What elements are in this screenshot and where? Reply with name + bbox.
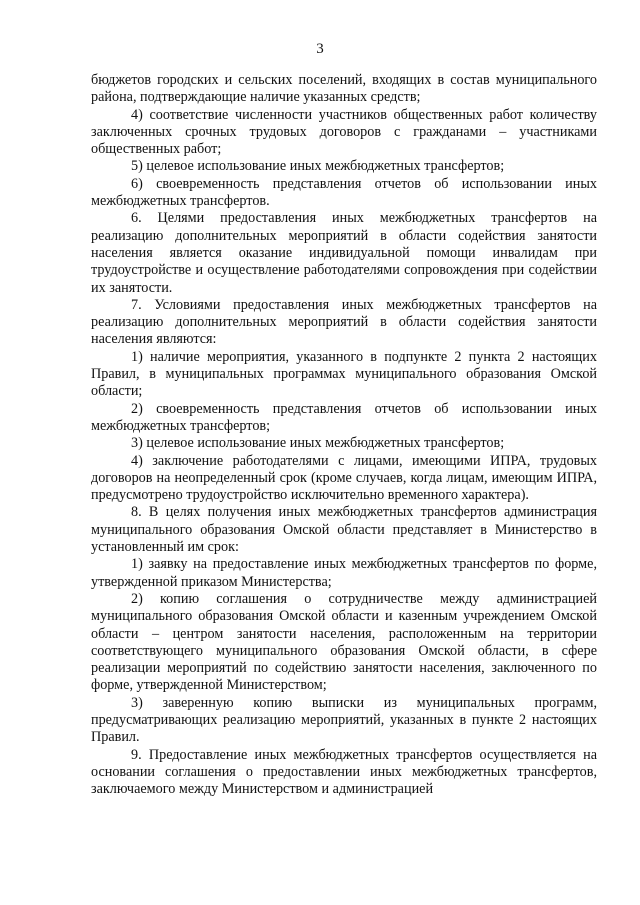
- paragraph: 4) соответствие численности участников общественных работ количеству заключенных срочных трудовых договоров с гражданами – участниками общественных работ;: [91, 106, 597, 158]
- paragraph: 3) целевое использование иных межбюджетных трансфертов;: [131, 435, 505, 452]
- paragraph: 8. В целях получения иных межбюджетных трансфертов администрация муниципального образования Омской области представляет в Министерство в установленный им срок:: [91, 504, 597, 556]
- paragraph: 5) целевое использование иных межбюджетных трансфертов;: [131, 158, 505, 175]
- document-body: [91, 72, 597, 798]
- paragraph: бюджетов городских и сельских поселений, входящих в состав муниципального района, подтверждающие наличие указанных средств;: [91, 72, 597, 106]
- paragraph: 4) заключение работодателями с лицами, имеющими ИПРА, трудовых договоров на неопределенный срок (кроме случаев, когда лицам, имеющим ИПРА, предусмотрено трудоустройство исключительно временного характера).: [91, 452, 597, 504]
- paragraph: 2) копию соглашения о сотрудничестве между администрацией муниципального образования Омской области и казенным учреждением Омской области – центром занятости населения, расположенным на территории соответствующего муниципального образования Омской области, в сфере реализации мероприятий по содействию занятости населения, заключенного по форме, утвержденной Министерством;: [91, 590, 597, 694]
- paragraph: 6. Целями предоставления иных межбюджетных трансфертов на реализацию дополнительных мероприятий в области содействия занятости населения является оказание индивидуальной помощи инвалидам при трудоустройстве и осуществление работодателями сопровождения при содействии их занятости.: [91, 210, 597, 296]
- paragraph: 1) наличие мероприятия, указанного в подпункте 2 пункта 2 настоящих Правил, в муниципальных программах муниципального образования Омской области;: [91, 348, 597, 400]
- paragraph: 1) заявку на предоставление иных межбюджетных трансфертов по форме, утвержденной приказом Министерства;: [91, 556, 597, 590]
- paragraph: 6) своевременность представления отчетов об использовании иных межбюджетных трансфертов.: [91, 175, 597, 210]
- paragraph: 3) заверенную копию выписки из муниципальных программ, предусматривающих реализацию мероприятий, указанных в пункте 2 настоящих Правил.: [91, 694, 597, 746]
- paragraph: 2) своевременность представления отчетов об использовании иных межбюджетных трансфертов;: [91, 400, 597, 434]
- page-number: 3: [316, 41, 324, 57]
- paragraph: 9. Предоставление иных межбюджетных трансфертов осуществляется на основании соглашения о предоставлении иных межбюджетных трансфертов, заключаемого между Министерством и администрацией: [91, 746, 597, 798]
- paragraph: 7. Условиями предоставления иных межбюджетных трансфертов на реализацию дополнительных мероприятий в области содействия занятости населения являются:: [91, 296, 597, 348]
